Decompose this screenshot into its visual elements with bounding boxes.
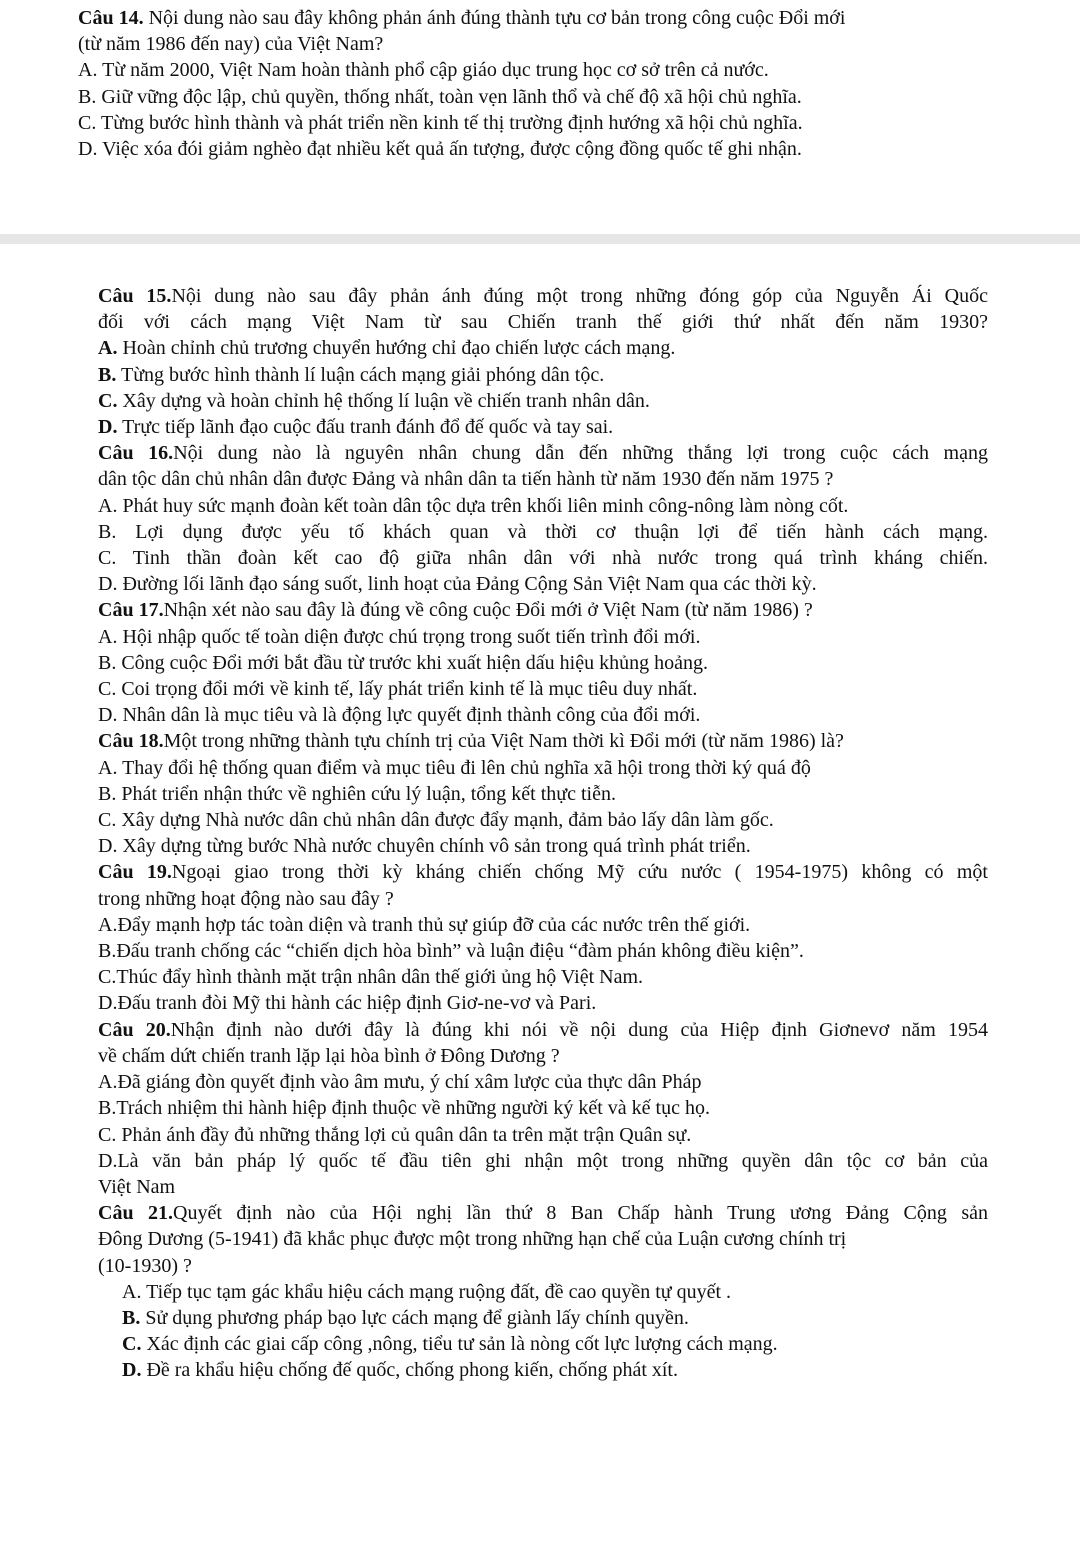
question-19: [98, 859, 988, 1016]
option-c: C. Từng bước hình thành và phát triển nền kinh tế thị trường định hướng xã hội chủ nghĩa.: [78, 111, 803, 134]
question-17: [98, 597, 988, 728]
question-text: về chấm dứt chiến tranh lặp lại hòa bình ở Đông Dương ?: [98, 1044, 560, 1067]
option-d: D. Xây dựng từng bước Nhà nước chuyên chính vô sản trong quá trình phát triển.: [98, 835, 751, 858]
page-1-fragment: [78, 5, 998, 162]
page-2: [98, 283, 988, 1384]
option-b: B.Đấu tranh chống các “chiến dịch hòa bình” và luận điệu “đàm phán không điều kiện”.: [98, 940, 804, 963]
question-text: Nhận định nào dưới đây là đúng khi nói về nội dung của Hiệp định Giơnevơ năm 1954: [170, 1018, 988, 1041]
option-d: D. Việc xóa đói giảm nghèo đạt nhiều kết quả ấn tượng, được cộng đồng quốc tế ghi nhận.: [78, 138, 802, 161]
question-15: [98, 283, 988, 440]
option-b: B. Lợi dụng được yếu tố khách quan và thời cơ thuận lợi để tiến hành cách mạng.: [98, 520, 988, 543]
question-text: Nội dung nào là nguyên nhân chung dẫn đến những thắng lợi trong cuộc cách mạng: [173, 442, 988, 465]
question-text: Nhận xét nào sau đây là đúng về công cuộc Đổi mới ở Việt Nam (từ năm 1986) ?: [163, 599, 813, 622]
option-c: C. Phản ánh đầy đủ những thắng lợi củ quân dân ta trên mặt trận Quân sự.: [98, 1123, 692, 1146]
question-label: Câu 19.: [98, 861, 172, 884]
option-c: C. Xác định các giai cấp công ,nông, tiểu tư sản là nòng cốt lực lượng cách mạng.: [122, 1333, 778, 1356]
question-text: (từ năm 1986 đến nay) của Việt Nam?: [78, 33, 384, 56]
option-a: A. Tiếp tục tạm gác khẩu hiệu cách mạng ruộng đất, đề cao quyền tự quyết .: [122, 1280, 732, 1303]
question-text: (10-1930) ?: [98, 1254, 192, 1277]
option-c: C. Xây dựng và hoàn chỉnh hệ thống lí luận về chiến tranh nhân dân.: [98, 389, 650, 412]
option-a: A. Hội nhập quốc tế toàn diện được chú trọng trong suốt tiến trình đổi mới.: [98, 625, 701, 648]
option-a: A. Hoàn chỉnh chủ trương chuyển hướng chỉ đạo chiến lược cách mạng.: [98, 337, 676, 360]
question-text: Quyết định nào của Hội nghị lần thứ 8 Ban Chấp hành Trung ương Đảng Cộng sản: [173, 1202, 988, 1225]
question-text: Nội dung nào sau đây không phản ánh đúng thành tựu cơ bản trong công cuộc Đổi mới: [143, 7, 846, 29]
option-b: B.Trách nhiệm thi hành hiệp định thuộc về những người ký kết và kế tục họ.: [98, 1097, 710, 1120]
option-a: A. Thay đổi hệ thống quan điểm và mục tiêu đi lên chủ nghĩa xã hội trong thời ký quá độ: [98, 756, 811, 779]
option-b: B. Giữ vững độc lập, chủ quyền, thống nhất, toàn vẹn lãnh thổ và chế độ xã hội chủ nghĩa.: [78, 85, 802, 108]
option-b: B. Sử dụng phương pháp bạo lực cách mạng để giành lấy chính quyền.: [122, 1306, 689, 1329]
question-text: trong những hoạt động nào sau đây ?: [98, 887, 394, 910]
option-c: C.Thúc đẩy hình thành mặt trận nhân dân thế giới ủng hộ Việt Nam.: [98, 966, 644, 989]
option-d: D. Đường lối lãnh đạo sáng suốt, linh hoạt của Đảng Cộng Sản Việt Nam qua các thời kỳ.: [98, 573, 817, 596]
question-text: Nội dung nào sau đây phản ánh đúng một trong những đóng góp của Nguyễn Ái Quốc: [171, 285, 988, 307]
option-a: A.Đẩy mạnh hợp tác toàn diện và tranh thủ sự giúp đỡ của các nước trên thế giới.: [98, 913, 751, 936]
question-label: Câu 14.: [78, 7, 144, 29]
option-d: D. Đề ra khẩu hiệu chống đế quốc, chống phong kiến, chống phát xít.: [122, 1359, 678, 1382]
option-d: D. Trực tiếp lãnh đạo cuộc đấu tranh đánh đổ đế quốc và tay sai.: [98, 416, 614, 439]
question-18: [98, 728, 988, 859]
question-label: Câu 18.: [98, 730, 164, 753]
question-text: đối với cách mạng Việt Nam từ sau Chiến tranh thế giới thứ nhất đến năm 1930?: [98, 311, 988, 334]
option-a: A.Đã giáng đòn quyết định vào âm mưu, ý chí xâm lược của thực dân Pháp: [98, 1071, 702, 1094]
question-label: Câu 16.: [98, 442, 174, 465]
option-c: C. Xây dựng Nhà nước dân chủ nhân dân được đẩy mạnh, đảm bảo lấy dân làm gốc.: [98, 809, 774, 832]
question-label: Câu 21.: [98, 1202, 174, 1225]
option-b: B. Công cuộc Đổi mới bắt đầu từ trước khi xuất hiện dấu hiệu khủng hoảng.: [98, 651, 708, 674]
option-b: B. Từng bước hình thành lí luận cách mạng giải phóng dân tộc.: [98, 363, 605, 386]
question-label: Câu 20.: [98, 1018, 171, 1041]
option-c: C. Tinh thần đoàn kết cao độ giữa nhân dân với nhà nước trong quá trình kháng chiến.: [98, 547, 988, 570]
question-text: Đông Dương (5-1941) đã khắc phục được một trong những hạn chế của Luận cương chính trị: [98, 1228, 847, 1251]
option-d-continued: Việt Nam: [98, 1175, 176, 1198]
option-d: D.Đấu tranh đòi Mỹ thi hành các hiệp định Giơ-ne-vơ và Pari.: [98, 992, 597, 1015]
question-text: dân tộc dân chủ nhân dân được Đảng và nhân dân ta tiến hành từ năm 1930 đến năm 1975 ?: [98, 468, 834, 491]
page-divider: [0, 234, 1080, 244]
question-14: [78, 5, 998, 162]
option-d: D.Là văn bản pháp lý quốc tế đầu tiên ghi nhận một trong những quyền dân tộc cơ bản của: [98, 1149, 988, 1172]
question-text: Ngoại giao trong thời kỳ kháng chiến chống Mỹ cứu nước ( 1954-1975) không có một: [171, 861, 988, 884]
question-20: [98, 1017, 988, 1200]
question-label: Câu 17.: [98, 599, 164, 622]
question-label: Câu 15.: [98, 285, 172, 307]
question-16: [98, 440, 988, 597]
option-d: D. Nhân dân là mục tiêu và là động lực quyết định thành công của đổi mới.: [98, 704, 701, 727]
option-a: A. Từ năm 2000, Việt Nam hoàn thành phổ cập giáo dục trung học cơ sở trên cả nước.: [78, 59, 769, 82]
question-text: Một trong những thành tựu chính trị của Việt Nam thời kì Đổi mới (từ năm 1986) là?: [163, 730, 844, 753]
question-21: [98, 1200, 988, 1383]
option-a: A. Phát huy sức mạnh đoàn kết toàn dân tộc dựa trên khối liên minh công-nông làm nòng cốt.: [98, 494, 849, 517]
option-b: B. Phát triển nhận thức về nghiên cứu lý luận, tổng kết thực tiễn.: [98, 782, 616, 805]
option-c: C. Coi trọng đổi mới về kinh tế, lấy phát triển kinh tế là mục tiêu duy nhất.: [98, 678, 698, 701]
